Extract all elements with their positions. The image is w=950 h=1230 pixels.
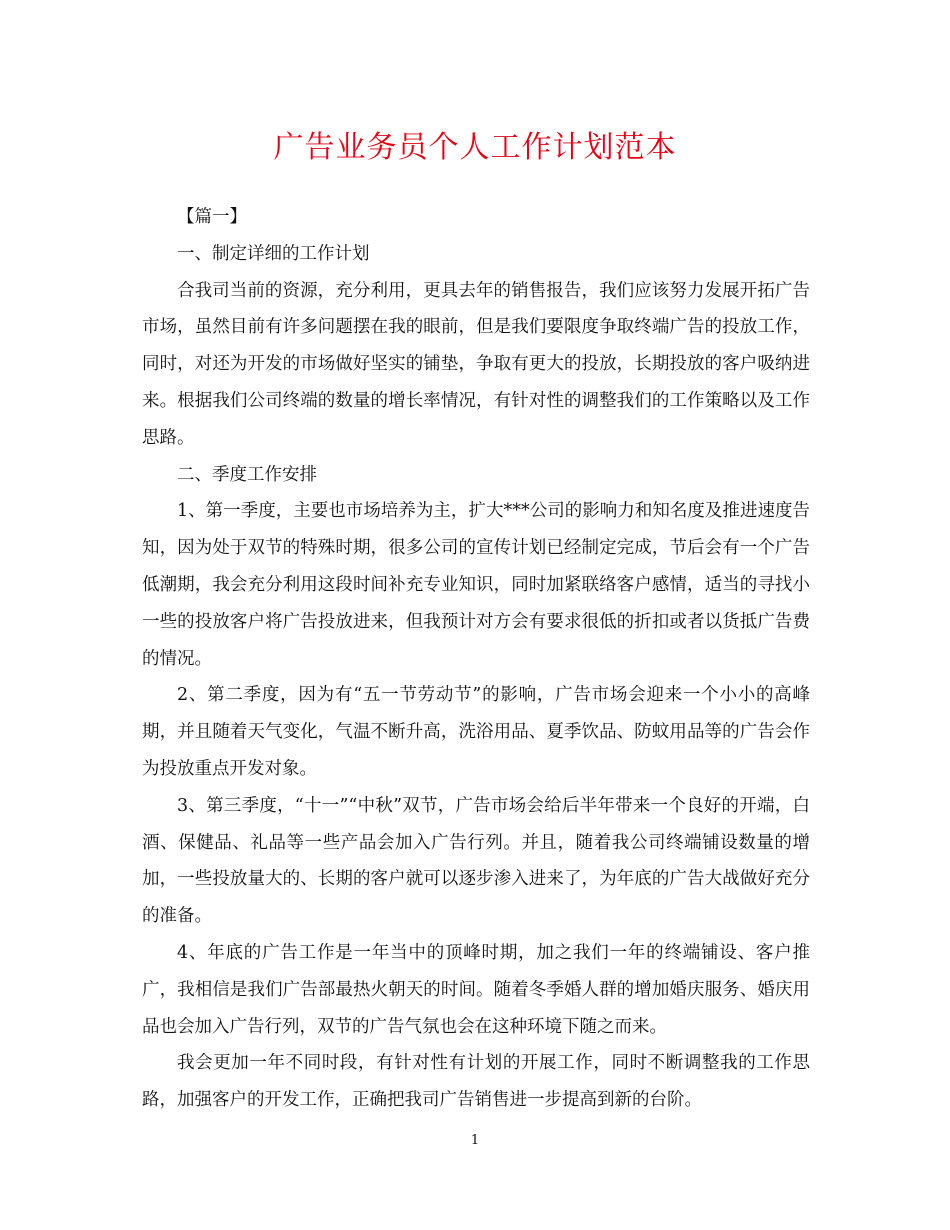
paragraph: 我会更加一年不同时段，有针对性有计划的开展工作，同时不断调整我的工作思路，加强客户的开发工作，正确把我司广告销售进一步提高到新的台阶。 — [142, 1053, 810, 1111]
page-number: 1 — [470, 1133, 480, 1148]
heading-2: 二、季度工作安排 — [177, 464, 317, 485]
paragraph: 2、第二季度，因为有“五一节劳动节”的影响，广告市场会迎来一个小小的高峰期，并且随着天气变化，气温不断升高，洗浴用品、夏季饮品、防蚊用品等的广告会作为投放重点开发对象。 — [142, 685, 810, 779]
paragraph: 4、年底的广告工作是一年当中的顶峰时期，加之我们一年的终端铺设、客户推广，我相信是我们广告部最热火朝天的时间。随着冬季婚人群的增加婚庆服务、婚庆用品也会加入广告行列，双节的广告气氛也会在这种环境下随之而来。 — [142, 942, 810, 1037]
paragraph: 1、第一季度，主要也市场培养为主，扩大***公司的影响力和知名度及推进速度告知，因为处于双节的特殊时期，很多公司的宣传计划已经制定完成，节后会有一个广告低潮期，我会充分利用这段时间补充专业知识，同时加紧联络客户感情，适当的寻找小一些的投放客户将广告投放进来，但我预计对方会有要求很低的折扣或者以货抵广告费的情况。 — [142, 501, 810, 669]
section-label: 【篇一】 — [177, 207, 247, 227]
paragraph: 3、第三季度，“十一”“中秋”双节，广告市场会给后半年带来一个良好的开端，白酒、保健品、礼品等一些产品会加入广告行列。并且，随着我公司终端铺设数量的增加，一些投放量大的、长期的客户就可以逐步渗入进来了，为年底的广告大战做好充分的准备。 — [142, 795, 810, 927]
heading-1: 一、制定详细的工作计划 — [177, 243, 370, 264]
document-title: 广告业务员个人工作计划范本 — [273, 130, 677, 165]
paragraph: 合我司当前的资源，充分利用，更具去年的销售报告，我们应该努力发展开拓广告市场，虽然目前有许多问题摆在我的眼前，但是我们要限度争取终端广告的投放工作，同时，对还为开发的市场做好坚实的铺垫，争取有更大的投放，长期投放的客户吸纳进来。根据我们公司终端的数量的增长率情况，有针对性的调整我们的工作策略以及工作思路。 — [142, 280, 810, 448]
document-body — [142, 199, 810, 1119]
